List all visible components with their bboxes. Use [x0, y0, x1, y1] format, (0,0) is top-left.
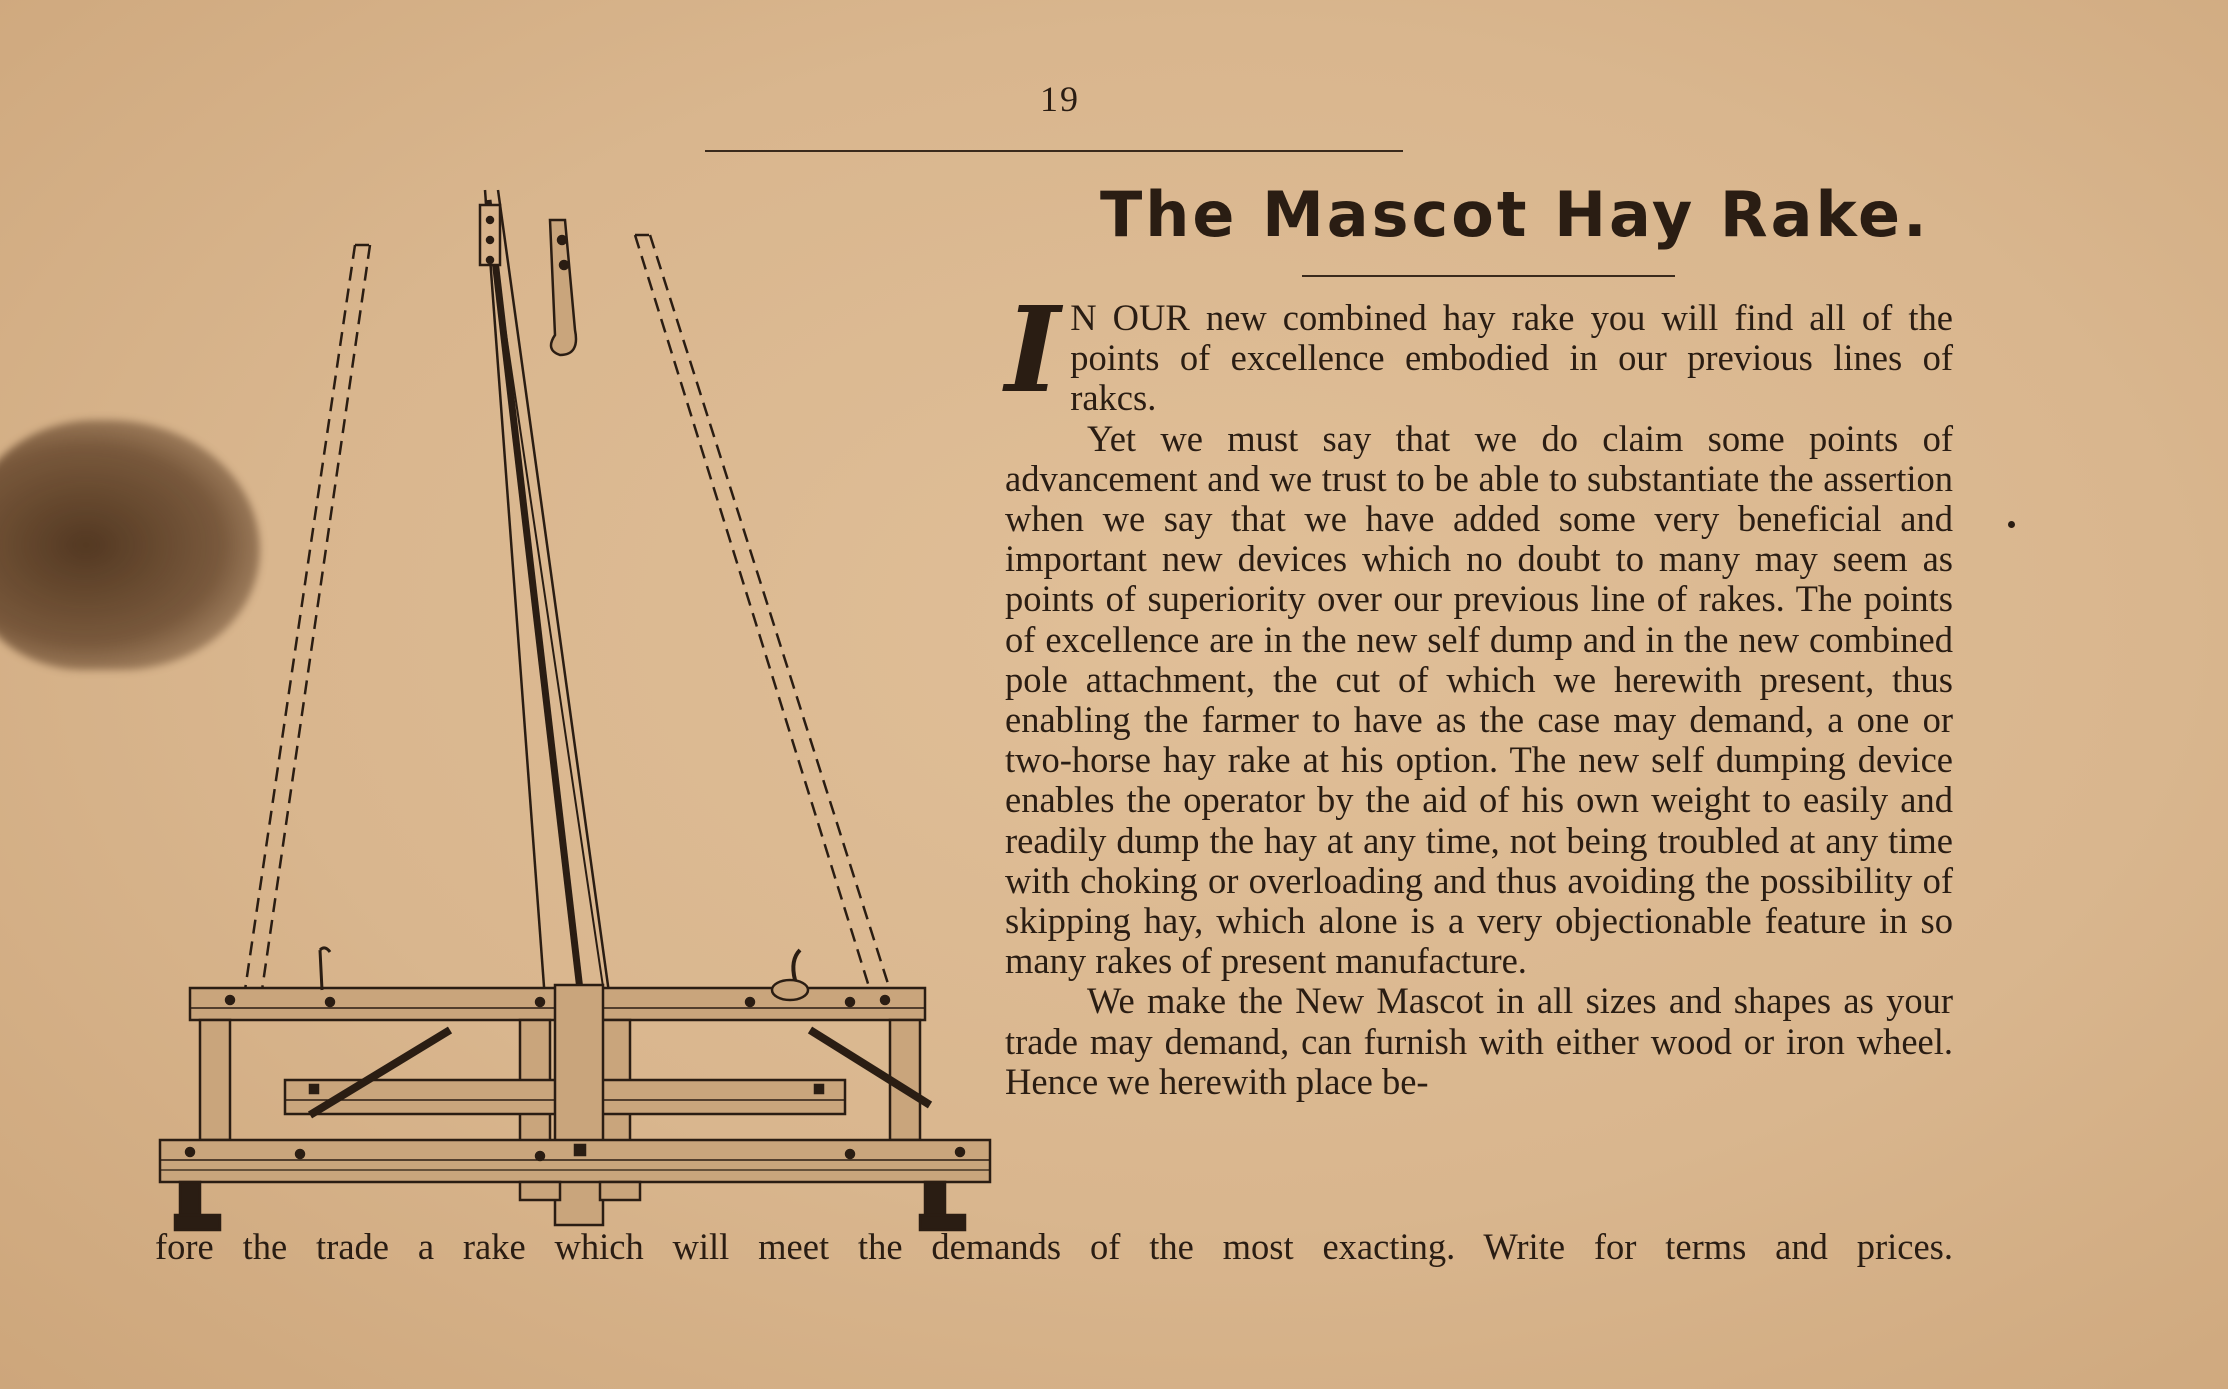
header-rule: [705, 150, 1403, 152]
lever-handle: [550, 220, 576, 355]
closing-line: fore the trade a rake which will meet the demands of the most exacting. Write for terms and prices.: [155, 1226, 1953, 1267]
article-body: [1005, 280, 1953, 1102]
dashed-left-shaft: [245, 245, 370, 990]
front-beam: [160, 1140, 990, 1182]
paragraph-1: [1005, 280, 1953, 419]
hay-rake-illustration: [150, 160, 1000, 1240]
paragraph-2: Yet we must say that we do claim some points of advancement and we trust to be able to substantiate the assertion when we say that we have added some very beneficial and important new devices which no doubt to many may seem as points of superiority over our previous line of rakes. The points of excellence are in the new self dump and in the new combined pole attachment, the cut of which we herewith present, thus enabling the farmer to have as the case may demand, a one or two-horse hay rake at his option. The new self dumping device enables the operator by the aid of his own weight to easily and readily dump the hay at any time, not being troubled at any time with choking or overloading and thus avoiding the possibility of skipping hay, which alone is a very objectionable feature in so many rakes of present manufacture.: [1005, 417, 1953, 982]
dashed-right-shaft: [635, 235, 890, 990]
paragraph-3: We make the New Mascot in all sizes and shapes as your trade may demand, can furnish with either wood or iron wheel. Hence we herewith place be-: [1005, 980, 1953, 1102]
ink-speck: [2008, 521, 2015, 528]
pin-hook: [320, 948, 330, 990]
page-number: 19: [1040, 79, 1080, 119]
title-underline: [1302, 275, 1675, 277]
page-title: The Mascot Hay Rake.: [1100, 178, 1930, 251]
paragraph-1-text: N OUR new combined hay rake you will find all of the points of excellence embodied in our previous lines of rakcs.: [1070, 297, 1953, 419]
pivot-ring: [772, 950, 808, 1000]
upright-poles: [480, 190, 610, 1000]
drop-cap: I: [1005, 280, 1061, 419]
center-plank: [555, 985, 603, 1225]
